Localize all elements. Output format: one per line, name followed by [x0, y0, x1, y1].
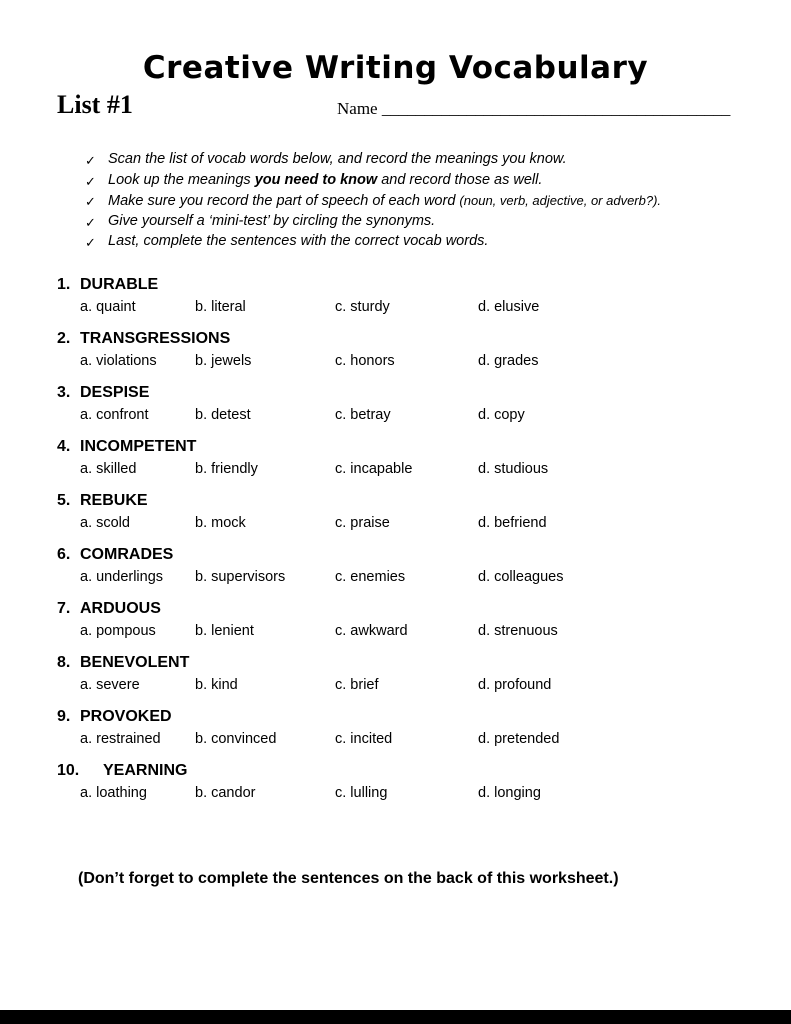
question-options	[80, 784, 791, 802]
question-number: 8.	[57, 653, 71, 671]
option-b: b. jewels	[195, 352, 252, 369]
question-number: 1.	[57, 275, 71, 293]
check-icon: ✓	[85, 173, 96, 189]
option-b: b. detest	[195, 406, 251, 423]
option-a: a. skilled	[80, 460, 137, 477]
question-word: PROVOKED	[80, 707, 172, 725]
option-d: d. grades	[478, 352, 539, 369]
option-d: d. studious	[478, 460, 549, 477]
option-c: c. incited	[335, 730, 393, 747]
question-word: TRANSGRESSIONS	[80, 329, 231, 347]
check-icon: ✓	[85, 194, 96, 209]
question-word: COMRADES	[80, 545, 174, 563]
option-d: d. longing	[478, 784, 541, 801]
check-icon: ✓	[85, 214, 96, 230]
instruction-text: Scan the list of vocab words below, and record the meanings you know.	[108, 151, 567, 167]
instructions-list	[85, 150, 791, 253]
option-b: b. literal	[195, 298, 246, 315]
question-head	[57, 761, 791, 780]
option-a: a. quaint	[80, 298, 136, 315]
question-options	[80, 676, 791, 694]
instruction-item	[85, 171, 791, 192]
check-icon: ✓	[85, 235, 96, 250]
instruction-text: Last, complete the sentences with the correct vocab words.	[108, 233, 489, 249]
list-label: List #1	[57, 90, 133, 119]
question-number: 3.	[57, 383, 71, 401]
instruction-text: Make sure you record the part of speech of each word (noun, verb, adjective, or adverb?).	[108, 193, 662, 209]
question-head	[57, 707, 791, 726]
option-b: b. supervisors	[195, 568, 286, 585]
option-c: c. praise	[335, 514, 390, 531]
question-item	[57, 545, 791, 586]
question-word: REBUKE	[80, 491, 148, 509]
question-number: 5.	[57, 491, 71, 509]
option-d: d. colleagues	[478, 568, 564, 585]
question-number: 4.	[57, 437, 71, 455]
question-word: BENEVOLENT	[80, 653, 190, 671]
question-options	[80, 406, 791, 424]
option-b: b. friendly	[195, 460, 258, 477]
question-item	[57, 491, 791, 532]
question-head	[57, 275, 791, 294]
header-row	[57, 90, 734, 126]
option-d: d. elusive	[478, 298, 540, 315]
footer-note: (Don’t forget to complete the sentences on the back of this worksheet.)	[78, 870, 619, 887]
option-b: b. mock	[195, 514, 246, 531]
questions-list	[57, 275, 791, 802]
question-head	[57, 653, 791, 672]
question-word: DESPISE	[80, 383, 150, 401]
question-options	[80, 568, 791, 586]
question-word: INCOMPETENT	[80, 437, 197, 455]
question-number: 7.	[57, 599, 71, 617]
option-d: d. befriend	[478, 514, 547, 531]
option-d: d. pretended	[478, 730, 560, 747]
option-c: c. awkward	[335, 622, 408, 639]
instruction-text: Look up the meanings you need to know and record those as well.	[108, 171, 543, 188]
name-field	[337, 99, 730, 119]
option-a: a. confront	[80, 406, 149, 423]
instruction-item	[85, 232, 791, 253]
question-options	[80, 460, 791, 478]
question-number: 2.	[57, 329, 71, 347]
question-head	[57, 599, 791, 618]
question-number: 9.	[57, 707, 71, 725]
question-item	[57, 653, 791, 694]
option-a: a. scold	[80, 514, 130, 531]
question-item	[57, 707, 791, 748]
question-options	[80, 730, 791, 748]
option-a: a. underlings	[80, 568, 164, 585]
name-label: Name	[337, 99, 378, 118]
page-title: Creative Writing Vocabulary	[142, 50, 649, 86]
question-number: 10.	[57, 761, 80, 779]
question-item	[57, 761, 791, 802]
question-head	[57, 383, 791, 402]
option-b: b. convinced	[195, 730, 277, 747]
option-d: d. profound	[478, 676, 552, 693]
option-c: c. lulling	[335, 784, 388, 801]
question-item	[57, 437, 791, 478]
instruction-text: Give yourself a ‘mini-test’ by circling the synonyms.	[108, 212, 436, 229]
question-head	[57, 437, 791, 456]
instruction-item	[85, 191, 791, 212]
question-word: DURABLE	[80, 275, 159, 293]
question-options	[80, 298, 791, 316]
option-c: c. incapable	[335, 460, 413, 477]
instruction-item	[85, 150, 791, 171]
question-item	[57, 383, 791, 424]
option-c: c. sturdy	[335, 298, 390, 315]
name-blank-line: _________________________________________	[381, 99, 731, 118]
option-a: a. violations	[80, 352, 157, 369]
option-a: a. severe	[80, 676, 140, 693]
option-a: a. loathing	[80, 784, 147, 801]
option-a: a. restrained	[80, 730, 161, 747]
option-c: c. honors	[335, 352, 395, 369]
page-bottom-edge	[0, 1010, 791, 1024]
question-number: 6.	[57, 545, 71, 563]
question-word: YEARNING	[103, 761, 188, 779]
option-b: b. lenient	[195, 622, 254, 639]
option-c: c. brief	[335, 676, 379, 693]
check-icon: ✓	[85, 153, 96, 168]
question-item	[57, 329, 791, 370]
question-options	[80, 622, 791, 640]
option-d: d. strenuous	[478, 622, 558, 639]
question-item	[57, 599, 791, 640]
question-options	[80, 514, 791, 532]
option-d: d. copy	[478, 406, 525, 423]
option-b: b. candor	[195, 784, 256, 801]
option-c: c. enemies	[335, 568, 406, 585]
question-word: ARDUOUS	[80, 599, 161, 617]
question-head	[57, 491, 791, 510]
question-item	[57, 275, 791, 316]
option-a: a. pompous	[80, 622, 156, 639]
question-head	[57, 329, 791, 348]
question-options	[80, 352, 791, 370]
option-b: b. kind	[195, 676, 238, 693]
option-c: c. betray	[335, 406, 391, 423]
instruction-item	[85, 212, 791, 233]
question-head	[57, 545, 791, 564]
